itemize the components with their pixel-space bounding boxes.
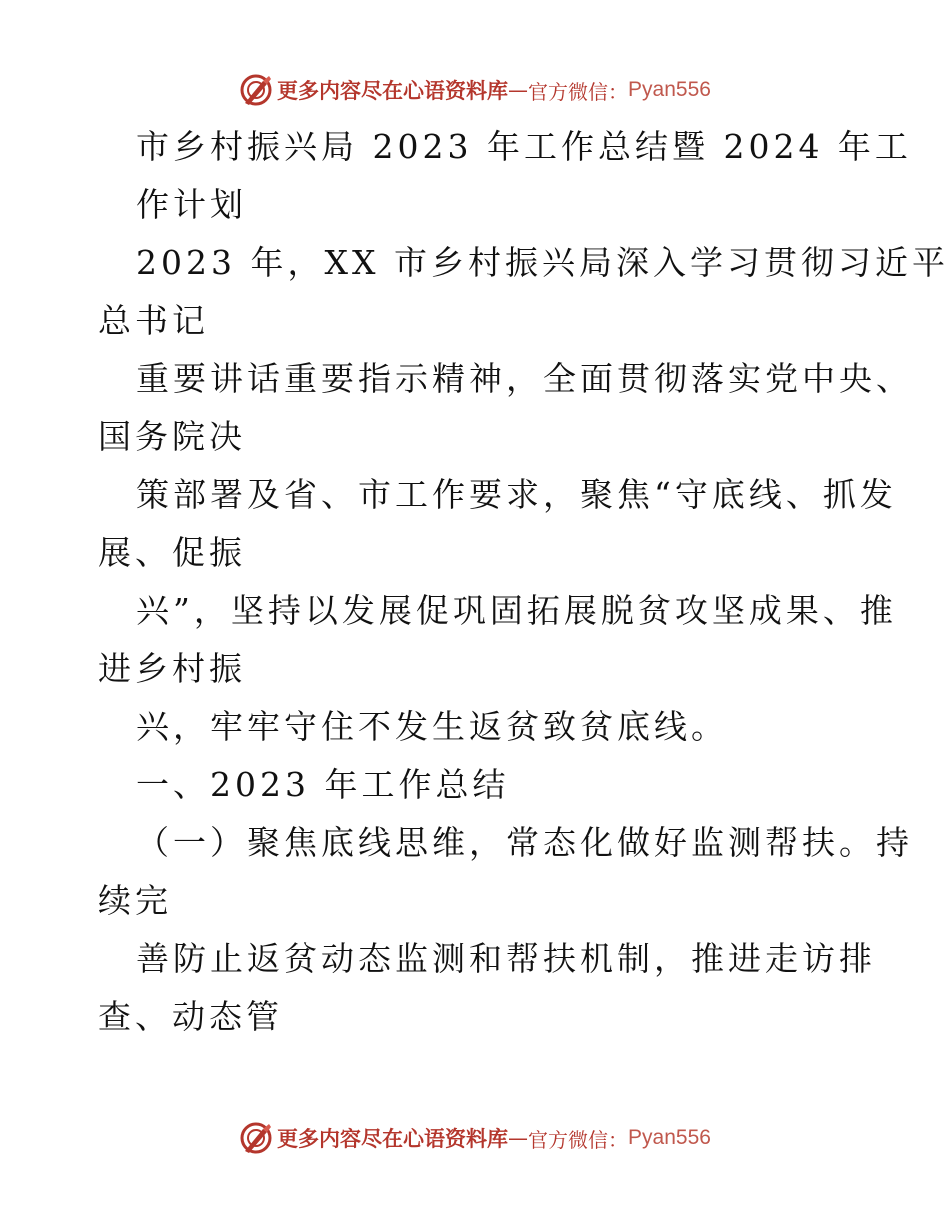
banner-text: 更多内容尽在心语资料库: [277, 1126, 509, 1151]
paragraph-line: 策部署及省、市工作要求，聚焦“守底线、抓发: [136, 475, 897, 514]
paragraph-line: 2023 年，XX 市乡村振兴局深入学习贯彻习近平: [136, 243, 949, 282]
doc-title-line-2: 作计划: [136, 185, 247, 224]
footer-watermark-banner: [0, 1118, 950, 1158]
banner-separator: —: [508, 78, 529, 102]
paragraph-line: 兴，牢牢守住不发生返贫致贫底线。: [136, 707, 728, 746]
subsection-heading-line: （一）聚焦底线思维，常态化做好监测帮扶。持: [136, 823, 913, 862]
banner-label: 官方微信：: [528, 79, 629, 104]
document-body: [98, 118, 949, 1046]
paragraph-line: 进乡村振: [98, 649, 246, 688]
doc-title-line-1: 市乡村振兴局 2023 年工作总结暨 2024 年工: [136, 127, 912, 166]
paragraph-line: 展、促振: [98, 533, 246, 572]
paragraph-line: 查、动态管: [98, 997, 283, 1036]
paragraph-line: 国务院决: [98, 417, 246, 456]
paragraph-line: 兴”，坚持以发展促巩固拓展脱贫攻坚成果、推: [136, 591, 897, 630]
banner-label: 官方微信：: [528, 1127, 629, 1152]
banner-text: 更多内容尽在心语资料库: [277, 78, 509, 103]
header-watermark-banner: [0, 70, 950, 110]
section-heading: 一、2023 年工作总结: [136, 765, 510, 804]
paragraph-line: 善防止返贫动态监测和帮扶机制，推进走访排: [136, 939, 876, 978]
banner-wechat-id: Pyan556: [628, 1126, 711, 1149]
pen-logo-icon: [239, 1121, 273, 1155]
paragraph-line: 总书记: [98, 301, 209, 340]
pen-logo-icon: [239, 73, 273, 107]
banner-separator: —: [508, 1126, 529, 1150]
paragraph-line: 续完: [98, 881, 172, 920]
paragraph-line: 重要讲话重要指示精神，全面贯彻落实党中央、: [136, 359, 913, 398]
banner-wechat-id: Pyan556: [628, 78, 711, 101]
